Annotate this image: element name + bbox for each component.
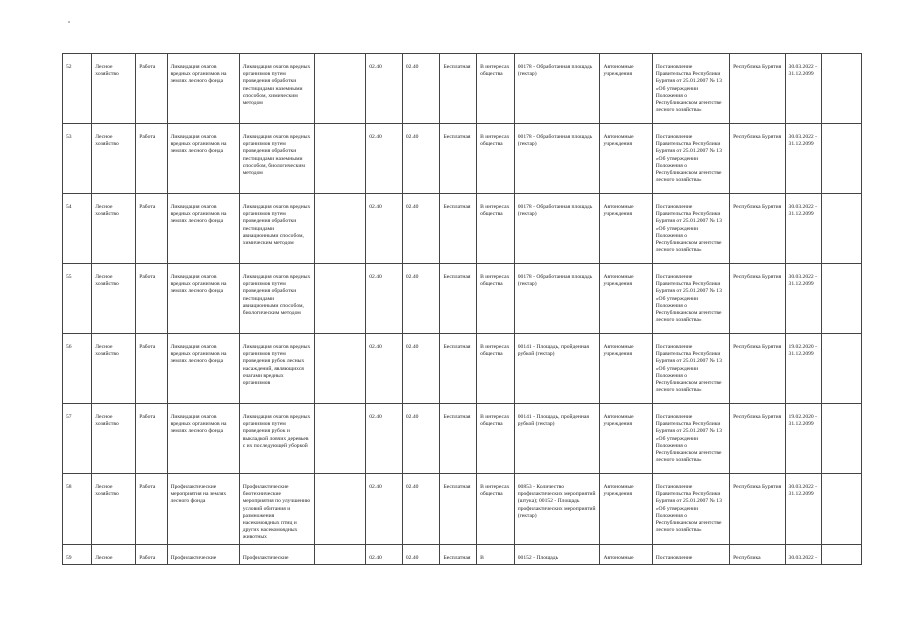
code2-cell: 02.40 — [402, 334, 440, 404]
type-cell: Работа — [136, 264, 167, 334]
empty-cell — [315, 404, 366, 474]
interest-cell: В интересах общества — [477, 404, 515, 474]
period-cell: 30.03.2022 - 31.12.2099 — [785, 124, 822, 194]
interest-cell: В интересах общества — [477, 124, 515, 194]
services-registry-table — [62, 53, 862, 565]
legal-act-cell: Постановление Правительства Республики Бурятия от 25.01.2007 № 13 «Об утверждении Положения о Республиканском агентстве лесного хозяйства» — [652, 124, 729, 194]
empty-cell — [822, 334, 862, 404]
interest-cell: В интересах общества — [477, 194, 515, 264]
consumers-cell: Автономные учреждения — [600, 124, 652, 194]
code2-cell: 02.40 — [402, 404, 440, 474]
service-name-cell: Профилактические — [167, 544, 239, 564]
indicator-cell: 00141 - Площадь, пройденная рубкой (гектар) — [514, 334, 600, 404]
pay-cell: Бесплатная — [440, 474, 477, 545]
consumers-cell: Автономные учреждения — [600, 264, 652, 334]
legal-act-cell: Постановление Правительства Республики Бурятия от 25.01.2007 № 13 «Об утверждении Положения о Республиканском агентстве лесного хозяйства» — [652, 334, 729, 404]
pay-cell: Бесплатная — [440, 124, 477, 194]
indicator-cell: 00141 - Площадь, пройденная рубкой (гектар) — [514, 404, 600, 474]
legal-act-cell: Постановление Правительства Республики Бурятия от 25.01.2007 № 13 «Об утверждении Положения о Республиканском агентстве лесного хозяйства» — [652, 194, 729, 264]
service-content-cell: Ликвидация очагов вредных организмов путем проведения обработки пестицидами наземными способом, химическим методом — [239, 54, 314, 124]
table-row — [63, 194, 862, 264]
pay-cell: Бесплатная — [440, 334, 477, 404]
indicator-cell: 00178 - Обработанная площадь (гектар) — [514, 194, 600, 264]
indicator-cell: 00178 - Обработанная площадь (гектар) — [514, 54, 600, 124]
legal-act-cell: Постановление Правительства Республики Бурятия от 25.01.2007 № 13 «Об утверждении Положения о Республиканском агентстве лесного хозяйства» — [652, 404, 729, 474]
type-cell: Работа — [136, 194, 167, 264]
service-name-cell: Профилактические мероприятия на землях лесного фонда — [167, 474, 239, 545]
region-cell: Республика Бурятия — [730, 264, 785, 334]
code1-cell: 02.40 — [366, 404, 403, 474]
type-cell: Работа — [136, 124, 167, 194]
interest-cell: В интересах общества — [477, 54, 515, 124]
pay-cell: Бесплатная — [440, 544, 477, 564]
empty-cell — [822, 404, 862, 474]
row-number: 54 — [63, 194, 92, 264]
code1-cell: 02.40 — [366, 54, 403, 124]
region-cell: Республика Бурятия — [730, 334, 785, 404]
pay-cell: Бесплатная — [440, 264, 477, 334]
period-cell: 30.03.2022 - — [785, 544, 822, 564]
type-cell: Работа — [136, 404, 167, 474]
period-cell: 19.02.2020 - 31.12.2099 — [785, 334, 822, 404]
pay-cell: Бесплатная — [440, 194, 477, 264]
table-row — [63, 264, 862, 334]
indicator-cell: 00853 - Количество профилактических мероприятий (штука); 00152 - Площадь профилактических мероприятий (гектар) — [514, 474, 600, 545]
consumers-cell: Автономные учреждения — [600, 474, 652, 545]
legal-act-cell: Постановление Правительства Республики Бурятия от 25.01.2007 № 13 «Об утверждении Положения о Республиканском агентстве лесного хозяйства» — [652, 474, 729, 545]
service-name-cell: Ликвидация очагов вредных организмов на землях лесного фонда — [167, 334, 239, 404]
consumers-cell: Автономные — [600, 544, 652, 564]
code2-cell: 02.40 — [402, 194, 440, 264]
consumers-cell: Автономные учреждения — [600, 334, 652, 404]
branch-cell: Лесное хозяйство — [92, 124, 136, 194]
code2-cell: 02.40 — [402, 124, 440, 194]
legal-act-cell: Постановление Правительства Республики Бурятия от 25.01.2007 № 13 «Об утверждении Положения о Республиканском агентстве лесного хозяйства» — [652, 54, 729, 124]
empty-cell — [822, 544, 862, 564]
service-content-cell: Ликвидация очагов вредных организмов путем проведения рубок лесных насаждений, являющихся очагами вредных организмов — [239, 334, 314, 404]
region-cell: Республика Бурятия — [730, 194, 785, 264]
interest-cell: В интересах общества — [477, 264, 515, 334]
region-cell: Республика — [730, 544, 785, 564]
period-cell: 30.03.2022 - 31.12.2099 — [785, 54, 822, 124]
page-corner-mark — [68, 21, 70, 23]
legal-act-cell: Постановление Правительства Республики Бурятия от 25.01.2007 № 13 «Об утверждении Положения о Республиканском агентстве лесного хозяйства» — [652, 264, 729, 334]
pay-cell: Бесплатная — [440, 404, 477, 474]
service-content-cell: Ликвидация очагов вредных организмов путем проведения обработки пестицидами наземными способом, биологическим методом — [239, 124, 314, 194]
legal-act-cell: Постановление — [652, 544, 729, 564]
period-cell: 30.03.2022 - 31.12.2099 — [785, 474, 822, 545]
period-cell: 19.02.2020 - 31.12.2099 — [785, 404, 822, 474]
empty-cell — [315, 474, 366, 545]
region-cell: Республика Бурятия — [730, 124, 785, 194]
table-row — [63, 404, 862, 474]
interest-cell: В интересах общества — [477, 334, 515, 404]
region-cell: Республика Бурятия — [730, 54, 785, 124]
table-row — [63, 474, 862, 545]
branch-cell: Лесное хозяйство — [92, 474, 136, 545]
code1-cell: 02.40 — [366, 474, 403, 545]
empty-cell — [315, 194, 366, 264]
empty-cell — [315, 54, 366, 124]
interest-cell: В интересах общества — [477, 474, 515, 545]
service-content-cell: Ликвидация очагов вредных организмов путем проведения обработки пестицидами авиационными способом, биологическим методом — [239, 264, 314, 334]
branch-cell: Лесное хозяйство — [92, 404, 136, 474]
empty-cell — [822, 124, 862, 194]
type-cell: Работа — [136, 474, 167, 545]
code1-cell: 02.40 — [366, 334, 403, 404]
indicator-cell: 00178 - Обработанная площадь (гектар) — [514, 124, 600, 194]
table-row — [63, 124, 862, 194]
branch-cell: Лесное хозяйство — [92, 334, 136, 404]
region-cell: Республика Бурятия — [730, 474, 785, 545]
empty-cell — [822, 474, 862, 545]
row-number: 56 — [63, 334, 92, 404]
service-name-cell: Ликвидация очагов вредных организмов на землях лесного фонда — [167, 264, 239, 334]
empty-cell — [315, 264, 366, 334]
branch-cell: Лесное хозяйство — [92, 194, 136, 264]
empty-cell — [315, 334, 366, 404]
empty-cell — [315, 124, 366, 194]
row-number: 58 — [63, 474, 92, 545]
table-row — [63, 54, 862, 124]
service-name-cell: Ликвидация очагов вредных организмов на землях лесного фонда — [167, 194, 239, 264]
region-cell: Республика Бурятия — [730, 404, 785, 474]
code2-cell: 02.40 — [402, 544, 440, 564]
row-number: 52 — [63, 54, 92, 124]
table-row — [63, 544, 862, 564]
consumers-cell: Автономные учреждения — [600, 194, 652, 264]
branch-cell: Лесное хозяйство — [92, 54, 136, 124]
branch-cell: Лесное хозяйство — [92, 264, 136, 334]
code1-cell: 02.40 — [366, 124, 403, 194]
code1-cell: 02.40 — [366, 264, 403, 334]
service-content-cell: Ликвидация очагов вредных организмов путем проведения обработки пестицидами авиационными способом, химическим методом — [239, 194, 314, 264]
type-cell: Работа — [136, 54, 167, 124]
indicator-cell: 00178 - Обработанная площадь (гектар) — [514, 264, 600, 334]
service-name-cell: Ликвидация очагов вредных организмов на землях лесного фонда — [167, 404, 239, 474]
type-cell: Работа — [136, 334, 167, 404]
row-number: 59 — [63, 544, 92, 564]
table-body — [63, 54, 862, 565]
indicator-cell: 00152 - Площадь — [514, 544, 600, 564]
service-content-cell: Профилактические — [239, 544, 314, 564]
service-content-cell: Профилактические биотехнические мероприятия по улучшению условий обитания и размножения насекомоядных птиц и других насекомоядных животных — [239, 474, 314, 545]
empty-cell — [315, 544, 366, 564]
empty-cell — [822, 54, 862, 124]
branch-cell: Лесное — [92, 544, 136, 564]
code1-cell: 02.40 — [366, 194, 403, 264]
type-cell: Работа — [136, 544, 167, 564]
period-cell: 30.03.2022 - 31.12.2099 — [785, 194, 822, 264]
interest-cell: В — [477, 544, 515, 564]
empty-cell — [822, 194, 862, 264]
consumers-cell: Автономные учреждения — [600, 404, 652, 474]
row-number: 53 — [63, 124, 92, 194]
code2-cell: 02.40 — [402, 474, 440, 545]
table-row — [63, 334, 862, 404]
service-content-cell: Ликвидация очагов вредных организмов путем проведения рубок и выкладкой ловчих деревьев с их последующей уборкой — [239, 404, 314, 474]
service-name-cell: Ликвидация очагов вредных организмов на землях лесного фонда — [167, 124, 239, 194]
code2-cell: 02.40 — [402, 54, 440, 124]
empty-cell — [822, 264, 862, 334]
code1-cell: 02.40 — [366, 544, 403, 564]
row-number: 55 — [63, 264, 92, 334]
period-cell: 30.03.2022 - 31.12.2099 — [785, 264, 822, 334]
row-number: 57 — [63, 404, 92, 474]
code2-cell: 02.40 — [402, 264, 440, 334]
service-name-cell: Ликвидация очагов вредных организмов на землях лесного фонда — [167, 54, 239, 124]
pay-cell: Бесплатная — [440, 54, 477, 124]
consumers-cell: Автономные учреждения — [600, 54, 652, 124]
